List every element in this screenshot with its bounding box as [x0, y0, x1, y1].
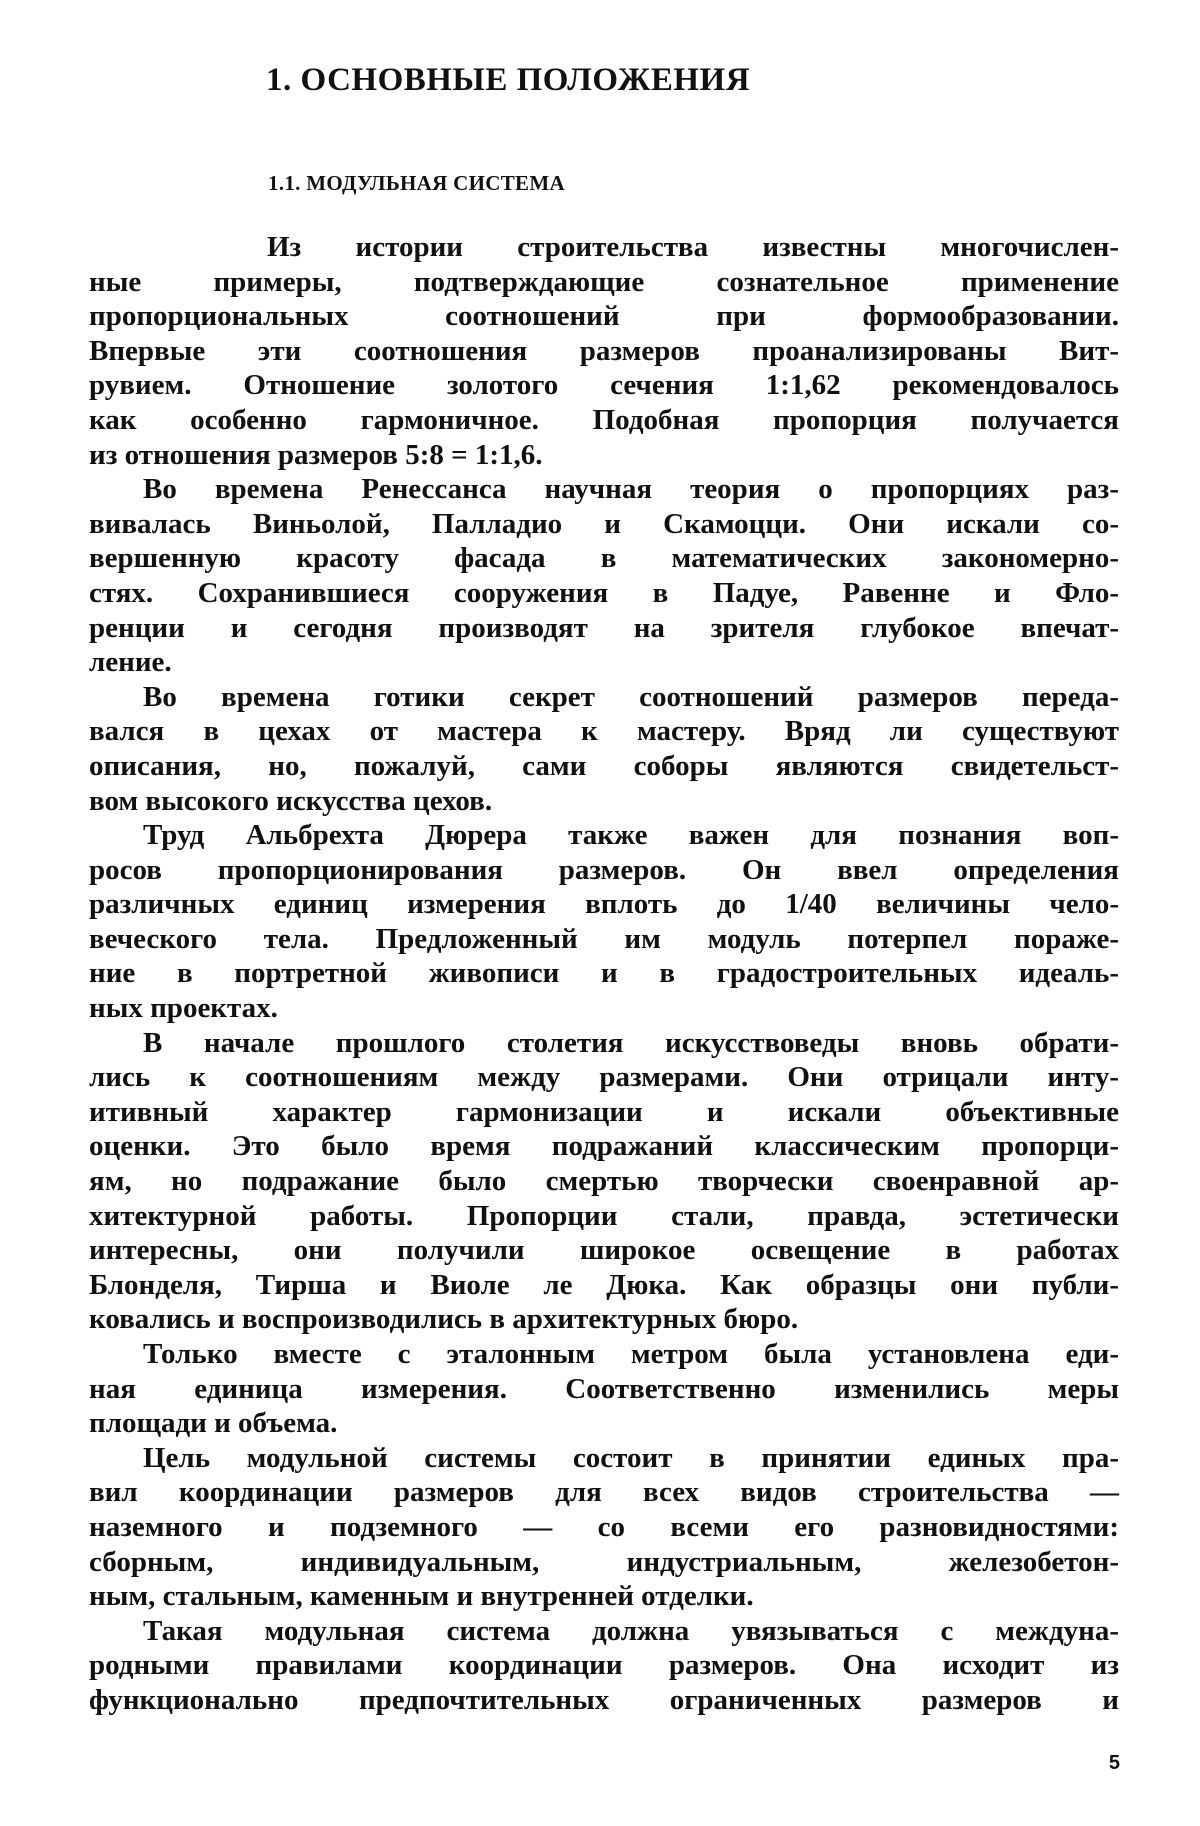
text-line: ренции и сегодня производят на зрителя глубокое впечат-	[89, 611, 1119, 644]
text-line: ние в портретной живописи и в градостроительных идеаль-	[89, 957, 1119, 990]
text-line: Блонделя, Тирша и Виоле ле Дюка. Как образцы они публи-	[89, 1268, 1119, 1301]
text-line: ковались и воспроизводились в архитектурных бюро.	[89, 1303, 799, 1336]
text-line: как особенно гармоничное. Подобная пропорция получается	[89, 403, 1119, 436]
chapter-title: 1. ОСНОВНЫЕ ПОЛОЖЕНИЯ	[266, 62, 751, 98]
paragraph-4	[89, 818, 1119, 1026]
text-line: ных проектах.	[89, 992, 278, 1025]
text-line: ные примеры, подтверждающие сознательное применение	[89, 265, 1119, 298]
paragraph-1	[89, 230, 1119, 472]
text-line: Такая модульная система должна увязываться с междуна-	[143, 1614, 1119, 1647]
text-line: различных единиц измерения вплоть до 1/40 величины чело-	[89, 888, 1119, 921]
text-line: функционально предпочтительных ограниченных размеров и	[89, 1683, 1119, 1716]
paragraph-2	[89, 472, 1119, 680]
text-line: вался в цехах от мастера к мастеру. Вряд ли существуют	[89, 715, 1119, 748]
text-line: итивный характер гармонизации и искали объективные	[89, 1095, 1119, 1128]
text-line: площади и объема.	[89, 1407, 338, 1440]
paragraph-5	[89, 1026, 1119, 1337]
text-line: родными правилами координации размеров. Она исходит из	[89, 1649, 1119, 1682]
text-line: вивалась Виньолой, Палладио и Скамоцци. Они искали со-	[89, 507, 1119, 540]
text-line: рувием. Отношение золотого сечения 1:1,62 рекомендовалось	[89, 369, 1119, 402]
text-line: стях. Сохранившиеся сооружения в Падуе, Равенне и Фло-	[89, 576, 1119, 609]
paragraph-7	[89, 1441, 1119, 1614]
text-line: Цель модульной системы состоит в принятии единых пра-	[143, 1441, 1119, 1474]
text-line: пропорциональных соотношений при формообразовании.	[89, 300, 1119, 333]
text-line: Впервые эти соотношения размеров проанализированы Вит-	[89, 334, 1119, 367]
text-line: Из истории строительства известны многочислен-	[267, 231, 1119, 263]
text-line: лись к соотношениям между размерами. Они отрицали инту-	[89, 1061, 1119, 1094]
text-line: В начале прошлого столетия искусствоведы вновь обрати-	[143, 1026, 1119, 1059]
text-line: вом высокого искусства цехов.	[89, 784, 493, 817]
paragraph-3	[89, 680, 1119, 818]
body-text	[89, 230, 1119, 1718]
text-line: росов пропорционирования размеров. Он ввел определения	[89, 853, 1119, 886]
text-line: вил координации размеров для всех видов строительства —	[89, 1476, 1119, 1509]
paragraph-8	[89, 1614, 1119, 1718]
text-line: из отношения размеров 5:8 = 1:1,6.	[89, 438, 543, 471]
section-title: 1.1. МОДУЛЬНАЯ СИСТЕМА	[268, 171, 565, 195]
text-line: оценки. Это было время подражаний классическим пропорци-	[89, 1130, 1119, 1163]
text-line: интересны, они получили широкое освещение в работах	[89, 1234, 1119, 1267]
page-number: 5	[1108, 1752, 1120, 1774]
text-line: наземного и подземного — со всеми его разновидностями:	[89, 1510, 1119, 1543]
text-line: сборным, индивидуальным, индустриальным, железобетон-	[89, 1545, 1119, 1578]
text-line: Во времена готики секрет соотношений размеров переда-	[143, 680, 1119, 713]
text-line: описания, но, пожалуй, сами соборы являются свидетельст-	[89, 749, 1119, 782]
text-line: ным, стальным, каменным и внутренней отделки.	[89, 1580, 754, 1613]
text-line: вершенную красоту фасада в математических закономерно-	[89, 542, 1119, 575]
text-line: Труд Альбрехта Дюрера также важен для познания воп-	[143, 819, 1119, 852]
text-line: хитектурной работы. Пропорции стали, правда, эстетически	[89, 1199, 1119, 1232]
text-line: веческого тела. Предложенный им модуль потерпел пораже-	[89, 922, 1119, 955]
text-line: Только вместе с эталонным метром была установлена еди-	[143, 1338, 1119, 1370]
paragraph-6	[89, 1337, 1119, 1441]
text-line: ление.	[89, 646, 172, 679]
text-line: ная единица измерения. Соответственно изменились меры	[89, 1372, 1119, 1405]
text-line: Во времена Ренессанса научная теория о пропорциях раз-	[143, 473, 1119, 506]
text-line: ям, но подражание было смертью творчески своенравной ар-	[89, 1165, 1119, 1198]
